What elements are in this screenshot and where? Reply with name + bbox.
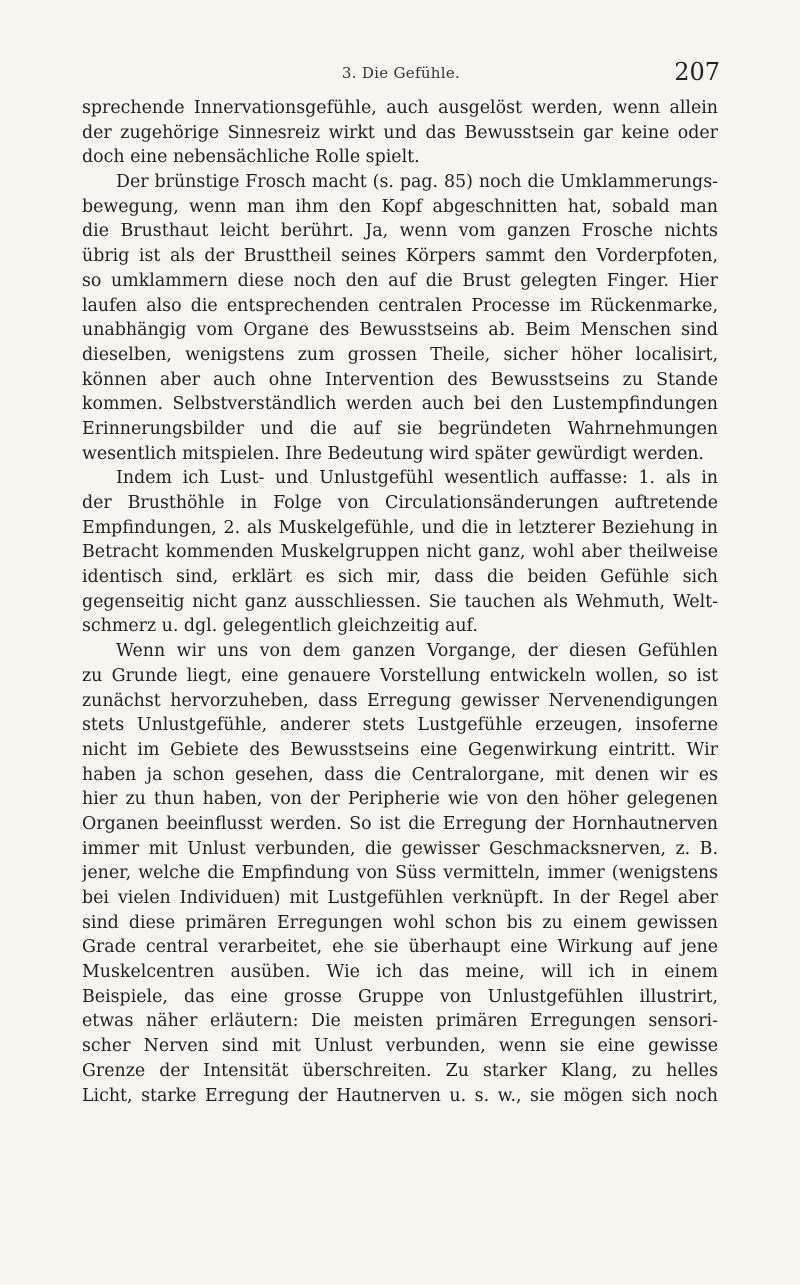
text-line: immer mit Unlust verbunden, die gewisser Geschmacksnerven, z. B. [82,838,718,859]
running-header [82,58,720,92]
text-line: übrig ist als der Brusttheil seines Körpers sammt den Vorderpfoten, [82,246,718,267]
text-line: schmerz u. dgl. gelegentlich gleichzeitig auf. [82,616,478,637]
text-line: stets Unlustgefühle, anderer stets Lustgefühle erzeugen, insoferne [82,715,718,736]
chapter-title: 3. Die Gefühle. [341,64,461,82]
text-line: sprechende Innervationsgefühle, auch ausgelöst werden, wenn allein [82,98,718,118]
text-line: unabhängig vom Organe des Bewusstseins ab. Beim Menschen sind [82,320,718,341]
text-line: Indem ich Lust- und Unlustgefühl wesentlich auffasse: 1. als in [116,468,718,489]
text-line: Der brünstige Frosch macht (s. pag. 85) noch die Umklammerungs- [116,172,718,193]
text-line: die Brusthaut leicht berührt. Ja, wenn vom ganzen Frosche nichts [82,221,718,242]
text-line: zunächst hervorzuheben, dass Erregung gewisser Nervenendigungen [82,690,718,711]
text-line: identisch sind, erklärt es sich mir, dass die beiden Gefühle sich [82,567,718,588]
text-line: etwas näher erläutern: Die meisten primären Erregungen sensori- [82,1011,718,1032]
text-line: Wenn wir uns von dem ganzen Vorgange, der diesen Gefühlen [116,641,718,662]
text-line: Beispiele, das eine grosse Gruppe von Unlustgefühlen illustrirt, [82,986,718,1007]
text-line: laufen also die entsprechenden centralen Processe im Rückenmarke, [82,295,718,316]
text-line: Grenze der Intensität überschreiten. Zu starker Klang, zu helles [82,1060,718,1081]
text-line: zu Grunde liegt, eine genauere Vorstellung entwickeln wollen, so ist [82,665,718,686]
text-line: dieselben, wenigstens zum grossen Theile, sicher höher localisirt, [82,344,718,365]
text-line: Muskelcentren ausüben. Wie ich das meine, will ich in einem [82,962,718,983]
text-line: sind diese primären Erregungen wohl schon bis zu einem gewissen [82,912,718,933]
text-line: der zugehörige Sinnesreiz wirkt und das Bewusstsein gar keine oder [82,122,718,143]
text-line: Erinnerungsbilder und die auf sie begründeten Wahrnehmungen [82,418,718,439]
text-line: können aber auch ohne Intervention des Bewusstseins zu Stande [82,369,718,390]
text-line: gegenseitig nicht ganz ausschliessen. Sie tauchen als Wehmuth, Welt- [82,591,718,612]
text-line: scher Nerven sind mit Unlust verbunden, wenn sie eine gewisse [82,1036,718,1057]
text-line: doch eine nebensächliche Rolle spielt. [82,147,420,168]
text-line: Empfindungen, 2. als Muskelgefühle, und die in letzterer Beziehung in [82,517,718,538]
text-line: jener, welche die Empfindung von Süss vermitteln, immer (wenigstens [82,863,718,884]
text-line: nicht im Gebiete des Bewusstseins eine Gegenwirkung eintritt. Wir [82,739,718,760]
text-line: Betracht kommenden Muskelgruppen nicht ganz, wohl aber theilweise [82,542,718,563]
text-line: kommen. Selbstverständlich werden auch bei den Lustempfindungen [82,394,718,415]
text-line: Grade central verarbeitet, ehe sie überhaupt eine Wirkung auf jene [82,937,718,958]
text-line: haben ja schon gesehen, dass die Centralorgane, mit denen wir es [82,764,718,785]
text-line: Organen beeinflusst werden. So ist die Erregung der Hornhautnerven [82,813,718,834]
text-line: bewegung, wenn man ihm den Kopf abgeschnitten hat, sobald man [82,196,718,217]
text-line: so umklammern diese noch den auf die Brust gelegten Finger. Hier [82,270,718,291]
text-line: hier zu thun haben, von der Peripherie wie von den höher gelegenen [82,789,718,810]
text-line: der Brusthöhle in Folge von Circulationsänderungen auftretende [82,493,718,513]
text-line: wesentlich mitspielen. Ihre Bedeutung wird später gewürdigt werden. [82,443,704,464]
body-text [82,96,718,1108]
text-line: bei vielen Individuen) mit Lustgefühlen verknüpft. In der Regel aber [82,888,718,908]
text-line: Licht, starke Erregung der Hautnerven u. s. w., sie mögen sich noch [82,1085,718,1106]
page-number: 207 [674,58,720,86]
